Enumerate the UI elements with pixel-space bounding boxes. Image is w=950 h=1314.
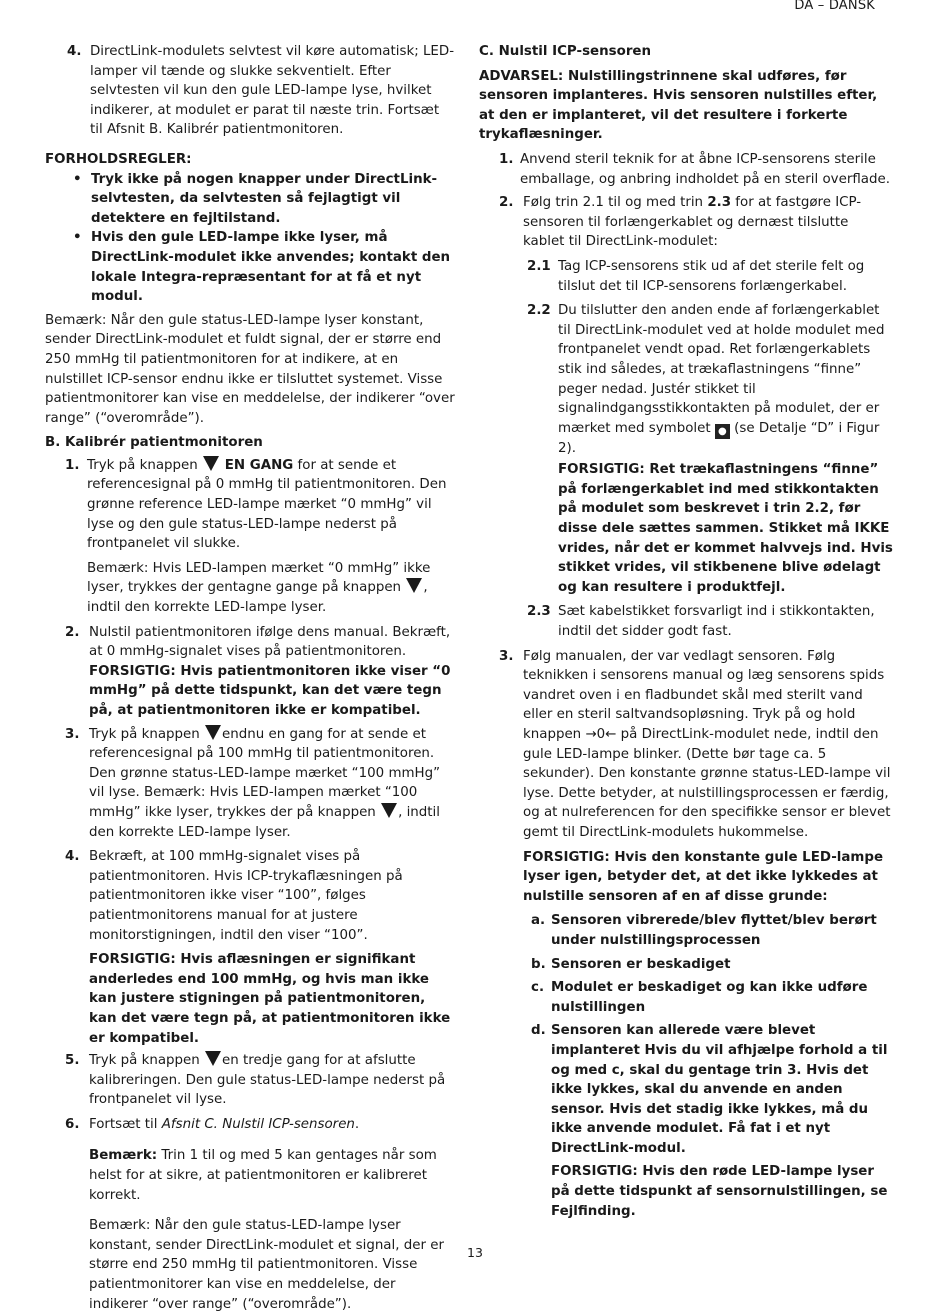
list-item bbox=[479, 193, 894, 252]
item-text bbox=[523, 193, 894, 252]
item-text bbox=[523, 647, 894, 843]
list-item bbox=[45, 725, 455, 843]
list-item bbox=[479, 1021, 894, 1221]
list-item bbox=[45, 623, 455, 721]
text-part: Tryk på knappen bbox=[89, 726, 205, 742]
section-reference: Afsnit C. Nulstil ICP-sensoren bbox=[161, 1116, 355, 1132]
caution-text: FORSIGTIG: Hvis patientmonitoren ikke viser “0 mmHg” på dette tidspunkt, kan det være tegn på, at patientmonitoren ikke er kompatibel. bbox=[89, 663, 451, 718]
item-letter: b. bbox=[531, 956, 546, 972]
bullet-icon: • bbox=[73, 230, 82, 246]
item-number: 2.1 bbox=[527, 258, 551, 274]
bold-text: 2.3 bbox=[707, 195, 732, 211]
section-b-heading: B. Kalibrér patientmonitoren bbox=[45, 435, 263, 451]
page-number: 13 bbox=[467, 1245, 483, 1260]
item-number: 5. bbox=[65, 1053, 80, 1069]
item-text: Anvend steril teknik for at åbne ICP-sensorens sterile emballage, og anbring indholdet på en steril overflade. bbox=[520, 151, 890, 187]
text-part: Følg trin 2.1 til og med trin bbox=[523, 195, 708, 211]
down-arrow-button-icon bbox=[203, 456, 219, 471]
text-part: , indtil den korrekte LED-lampe lyser. bbox=[87, 580, 428, 616]
item-text bbox=[87, 456, 455, 554]
right-column bbox=[479, 42, 894, 1221]
item-text: Sensoren vibrerede/blev flyttet/blev berørt under nulstillingsprocessen bbox=[551, 913, 877, 948]
text-part: en tredje gang for at afslutte kalibreringen. Den gule status-LED-lampe nederst på frontpanelet vil lyse. bbox=[89, 1053, 446, 1108]
item-number: 1. bbox=[499, 151, 514, 167]
item-text bbox=[89, 1115, 455, 1135]
text-part: på DirectLink-modulet nede, indtil den gule LED-lampe blinker. (Dette bør tage ca. 5 sekunder). Den konstante grønne status-LED-lampe vil lyse. Dette betyder, at nulstillingsprocessen er færdig, og at nulreferencen for den specifikke sensor er blevet gemt til DirectLink-modulets hukommelse. bbox=[523, 727, 891, 840]
item-number: 4. bbox=[65, 849, 80, 865]
down-arrow-button-icon bbox=[205, 725, 221, 740]
list-item bbox=[45, 1115, 455, 1135]
list-item bbox=[45, 170, 455, 229]
caution-text: FORSIGTIG: Ret trækaflastningens “finne” på forlængerkablet ind med stikkontakten på modulet som beskrevet i trin 2.2, før disse dele sættes sammen. Stikket må IKKE vrides, når det er kommet halvvejs ind. Hvis stikket vrides, vil stikbenene blive ødelagt og kan resultere i produktfejl. bbox=[558, 462, 893, 595]
precautions-list bbox=[45, 170, 455, 307]
text-part: Du tilslutter den anden ende af forlængerkablet til DirectLink-modulet ved at holde modulet med frontpanelet vendt opad. Ret forlængerkablets stik ind således, at trækaflastningens “finne” peger nedad. Justér stikket til signalindgangsstikkontakten på modulet, der er mærket med symbolet bbox=[558, 303, 885, 436]
item-text: DirectLink-modulets selvtest vil køre automatisk; LED-lamper vil tænde og slukke sekventielt. Efter selvtesten vil kun den gule LED-lampe lyse, hvilket indikerer, at modulet er parat til næste trin. Fortsæt til Afsnit B. Kalibrér patientmonitoren. bbox=[90, 44, 455, 138]
text-part: , indtil den korrekte LED-lampe lyser. bbox=[89, 804, 440, 840]
list-item bbox=[45, 42, 455, 140]
list-item bbox=[45, 1051, 455, 1110]
section-c-heading: C. Nulstil ICP-sensoren bbox=[479, 44, 652, 59]
bullet-icon: • bbox=[73, 171, 82, 187]
precautions-heading: FORHOLDSREGLER: bbox=[45, 151, 192, 167]
bullet-text: Hvis den gule LED-lampe ikke lyser, må DirectLink-modulet ikke anvendes; kontakt den lokale Integra-repræsentant for at få et nyt modul. bbox=[91, 230, 451, 305]
list-item bbox=[479, 911, 894, 950]
text-part: Nulstil patientmonitoren ifølge dens manual. Bekræft, at 0 mmHg-signalet vises på patientmonitoren. bbox=[89, 624, 451, 660]
list-item bbox=[479, 647, 894, 907]
item-number: 3. bbox=[65, 726, 80, 742]
item-number: 3. bbox=[499, 648, 514, 664]
text-part: Tryk på knappen bbox=[87, 457, 203, 473]
text-part: . bbox=[354, 1116, 360, 1132]
page-header: DA – DANSK bbox=[794, 0, 875, 13]
item-number: 2. bbox=[499, 195, 514, 211]
list-item bbox=[479, 602, 894, 641]
item-number: 1. bbox=[65, 457, 80, 473]
text-part: Følg manualen, der var vedlagt sensoren. Følg teknikken i sensorens manual og læg sensorens spids vandret oven i en fladbundet skål med sterilt vand eller en steril saltvandsopløsning. Tryk på og hold knappen bbox=[523, 648, 885, 742]
down-arrow-button-icon bbox=[205, 1051, 221, 1066]
item-text: Sensoren kan allerede være blevet implanteret Hvis du vil afhjælpe forhold a til og med c, skal du gentage trin 3. Hvis det ikke lykkes, skal du anvende en anden sensor. Hvis det stadig ikke lykkes, må du ikke anvende modulet. Få fat i et nyt DirectLink-modul. bbox=[551, 1023, 888, 1156]
note-paragraph: Bemærk: Når den gule status-LED-lampe lyser konstant, sender DirectLink-modulet et signal, der er større end 250 mmHg til patientmonitoren. Visse patientmonitorer kan vise en meddelelse, der indikerer “over range” (“overområde”). bbox=[89, 1218, 444, 1312]
note-label: Bemærk: bbox=[89, 1148, 158, 1164]
list-item bbox=[479, 978, 894, 1017]
item-text bbox=[89, 725, 455, 843]
item-text: Sensoren er beskadiget bbox=[551, 956, 731, 972]
item-number: 2.2 bbox=[527, 303, 551, 319]
item-number: 6. bbox=[65, 1116, 80, 1132]
list-item bbox=[45, 847, 455, 1048]
bullet-text: Tryk ikke på nogen knapper under DirectLink-selvtesten, da selvtesten så fejlagtigt vil detektere en fejltilstand. bbox=[91, 171, 438, 226]
item-text bbox=[558, 301, 894, 458]
item-number: 4. bbox=[67, 44, 82, 59]
text-part: (se Detalje “D” i Figur 2). bbox=[558, 420, 880, 456]
sensor-symbol-icon: ● bbox=[715, 424, 730, 439]
list-item bbox=[45, 456, 455, 618]
item-text: Sæt kabelstikket forsvarligt ind i stikkontakten, indtil det sidder godt fast. bbox=[558, 604, 875, 640]
item-text bbox=[89, 1051, 455, 1110]
item-letter: a. bbox=[531, 913, 546, 929]
warning-text: ADVARSEL: Nulstillingstrinnene skal udføres, før sensoren implanteres. Hvis sensoren nulstilles efter, at den er implanteret, vil det resultere i forkerte trykaflæsninger. bbox=[479, 68, 878, 143]
note-paragraph bbox=[45, 1146, 455, 1205]
item-number: 2. bbox=[65, 624, 80, 640]
bold-text: EN GANG bbox=[220, 457, 294, 473]
list-item bbox=[479, 150, 894, 189]
item-letter: d. bbox=[531, 1023, 546, 1039]
caution-text: FORSIGTIG: Hvis den røde LED-lampe lyser på dette tidspunkt af sensornulstillingen, se Fejlfinding. bbox=[551, 1164, 888, 1219]
note-paragraph: Bemærk: Når den gule status-LED-lampe lyser konstant, sender DirectLink-modulet et fuldt signal, der er større end 250 mmHg til patientmonitoren for at indikere, at en nulstillet ICP-sensor endnu ikke er tilsluttet systemet. Visse patientmonitorer kan vise en meddelelse, der indikerer “over range” (“overområde”). bbox=[45, 312, 455, 426]
text-part: endnu en gang for at sende et referencesignal på 100 mmHg til patientmonitoren. Den grønne status-LED-lampe mærket “100 mmHg” vil lyse. Bemærk: Hvis LED-lampen mærket “100 mmHg” ikke lyser, trykkes der på knappen bbox=[89, 726, 441, 820]
item-text: Modulet er beskadiget og kan ikke udføre nulstillingen bbox=[551, 980, 868, 1015]
zero-button-icon: →0← bbox=[585, 727, 617, 742]
list-item bbox=[479, 257, 894, 296]
item-text: Bekræft, at 100 mmHg-signalet vises på patientmonitoren. Hvis ICP-trykaflæsningen på patientmonitoren ikke viser “100”, følges patientmonitorens manual for at justere monitorstigningen, indtil den viser “100”. bbox=[89, 849, 403, 943]
text-part: Trin 1 til og med 5 kan gentages når som helst for at sikre, at patientmonitoren er kalibreret korrekt. bbox=[89, 1148, 437, 1203]
list-item bbox=[479, 301, 894, 597]
down-arrow-button-icon bbox=[406, 578, 422, 593]
text-part: Fortsæt til bbox=[89, 1116, 162, 1132]
list-item bbox=[479, 955, 894, 975]
item-text bbox=[89, 623, 455, 721]
item-note bbox=[87, 559, 455, 618]
caution-text: FORSIGTIG: Hvis den konstante gule LED-lampe lyser igen, betyder det, at det ikke lykkedes at nulstille sensoren af en af disse grunde: bbox=[523, 849, 884, 904]
list-item bbox=[45, 228, 455, 306]
text-part: Tryk på knappen bbox=[89, 1053, 205, 1069]
text-part: for at fastgøre ICP-sensoren til forlængerkablet og dernæst tilslutte kablet til DirectLink-modulet: bbox=[523, 195, 862, 250]
item-text: Tag ICP-sensorens stik ud af det sterile felt og tilslut det til ICP-sensorens forlængerkabel. bbox=[558, 258, 865, 294]
text-part: for at sende et referencesignal på 0 mmHg til patientmonitoren. Den grønne reference LED-lampe mærket “0 mmHg” vil lyse og den gule status-LED-lampe nederst på frontpanelet vil slukke. bbox=[87, 457, 447, 552]
left-column bbox=[45, 42, 455, 1314]
down-arrow-button-icon bbox=[381, 803, 397, 818]
item-number: 2.3 bbox=[527, 604, 551, 620]
caution-text: FORSIGTIG: Hvis aflæsningen er signifikant anderledes end 100 mmHg, og hvis man ikke kan justere stigningen på patientmonitoren, kan det være tegn på, at patientmonitoren ikke er kompatibel. bbox=[89, 952, 451, 1046]
item-letter: c. bbox=[531, 980, 545, 996]
text-part: Bemærk: Hvis LED-lampen mærket “0 mmHg” ikke lyser, trykkes der gentagne gange på knappen bbox=[87, 560, 431, 596]
